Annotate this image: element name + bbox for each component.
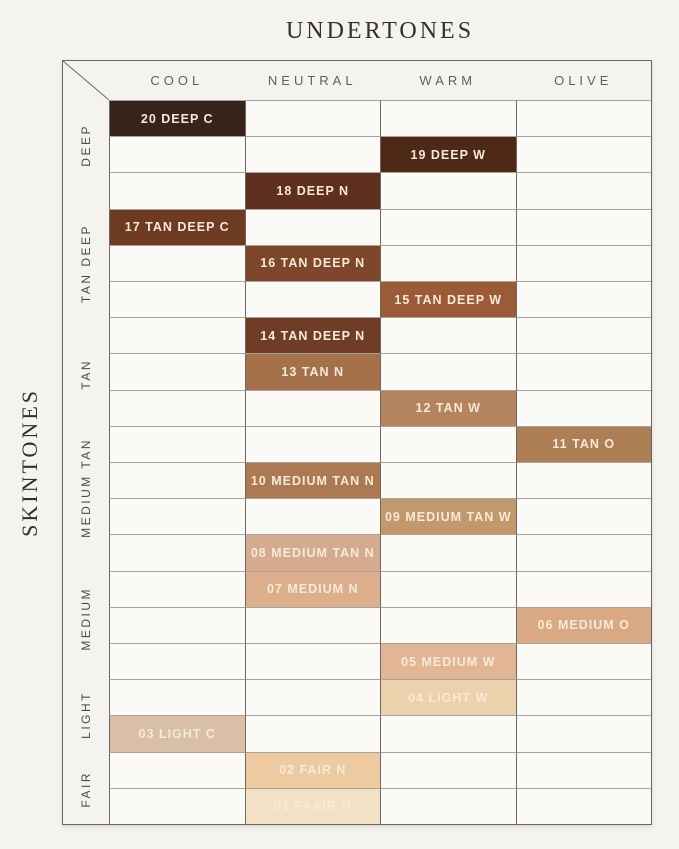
shade-swatch [380, 643, 516, 679]
shade-label: 19 DEEP W [410, 147, 486, 162]
grid-cell [516, 498, 652, 534]
grid-cell [109, 498, 245, 534]
grid-cell [109, 245, 245, 281]
shade-swatch [245, 353, 381, 389]
header-row [109, 61, 651, 100]
shade-label: 16 TAN DEEP N [260, 256, 366, 271]
grid-cell [516, 245, 652, 281]
grid-cell [516, 462, 652, 498]
grid-cell [380, 172, 516, 208]
grid-cell [516, 172, 652, 208]
shade-swatch [380, 498, 516, 534]
shade-swatch [245, 571, 381, 607]
grid-cell [380, 209, 516, 245]
grid-cell [516, 317, 652, 353]
grid-cell [109, 426, 245, 462]
column-header: OLIVE [554, 73, 613, 88]
grid-cell [516, 100, 652, 136]
shade-label: 04 LIGHT W [408, 690, 489, 705]
shade-label: 10 MEDIUM TAN N [250, 473, 375, 488]
shade-label: 15 TAN DEEP W [394, 292, 503, 307]
grid-cell [380, 752, 516, 788]
shade-swatch [380, 281, 516, 317]
shade-swatch [245, 788, 381, 824]
skintone-group [63, 191, 109, 335]
shade-label: 03 LIGHT C [138, 726, 216, 741]
shade-swatch [245, 172, 381, 208]
shade-swatch [245, 462, 381, 498]
skintone-group-label: MEDIUM [79, 586, 93, 651]
grid-cell [109, 462, 245, 498]
column-header: NEUTRAL [267, 73, 357, 88]
side-axis-label: SKINTONES [17, 387, 42, 537]
skintone-group [63, 675, 109, 755]
skintone-group [63, 563, 109, 675]
skintone-group [63, 755, 109, 824]
grid-cell [380, 317, 516, 353]
grid-cell [516, 136, 652, 172]
grid-cell [380, 715, 516, 751]
shade-label: 02 FAIR N [279, 763, 347, 778]
shade-label: 13 TAN N [281, 364, 345, 379]
shade-label: 09 MEDIUM TAN W [384, 509, 512, 524]
grid-cell [109, 571, 245, 607]
grid-cell [380, 607, 516, 643]
grid-cell [516, 752, 652, 788]
grid-cell [380, 462, 516, 498]
shade-swatch [109, 100, 245, 136]
shade-label: 05 MEDIUM W [401, 654, 496, 669]
grid-cell [516, 571, 652, 607]
skintone-group [63, 335, 109, 414]
grid-cell [109, 317, 245, 353]
grid-cell [516, 281, 652, 317]
skintone-group-label: LIGHT [79, 690, 93, 739]
skintone-groups [63, 100, 109, 824]
grid-cell [109, 752, 245, 788]
shade-swatch [380, 679, 516, 715]
shade-label: 11 TAN O [552, 437, 616, 452]
grid-cell [245, 426, 381, 462]
shade-swatch [109, 715, 245, 751]
shade-label: 14 TAN DEEP N [260, 328, 366, 343]
grid-cell [109, 679, 245, 715]
grid-cell [245, 715, 381, 751]
skintone-group-label: MEDIUM TAN [79, 438, 93, 539]
shade-label: 12 TAN W [415, 401, 481, 416]
shade-label: 06 MEDIUM O [537, 618, 630, 633]
skintone-group-label: TAN DEEP [79, 223, 93, 303]
grid-cell [109, 390, 245, 426]
grid-cell [245, 136, 381, 172]
shade-swatch [245, 245, 381, 281]
grid-cell [109, 281, 245, 317]
shade-label: 01 FAAIR N [274, 799, 352, 814]
grid-cell [109, 643, 245, 679]
grid-cell [380, 353, 516, 389]
grid-cell [245, 209, 381, 245]
grid-cell [380, 534, 516, 570]
grid-cell [380, 571, 516, 607]
shade-swatch [245, 317, 381, 353]
grid-cell [109, 136, 245, 172]
grid-cell [516, 353, 652, 389]
grid-cell [516, 679, 652, 715]
column-header: COOL [150, 73, 204, 88]
corner-diagonal-line [63, 61, 109, 100]
skintone-group-label: DEEP [79, 124, 93, 167]
page-title: UNDERTONES [285, 18, 475, 44]
shade-swatch [109, 209, 245, 245]
grid-cell [245, 281, 381, 317]
shade-label: 17 TAN DEEP C [124, 220, 230, 235]
grid-cell [516, 788, 652, 824]
grid-cell [516, 534, 652, 570]
shade-swatch [380, 136, 516, 172]
grid-cell [109, 534, 245, 570]
skintone-group-label: TAN [79, 359, 93, 390]
grid-cell [245, 607, 381, 643]
grid-cell [245, 679, 381, 715]
shade-table [62, 60, 652, 825]
shade-swatch [245, 752, 381, 788]
shade-label: 08 MEDIUM TAN N [250, 545, 375, 560]
grid-cell [109, 172, 245, 208]
grid-cell [516, 715, 652, 751]
shade-swatch [245, 534, 381, 570]
grid-cell [516, 643, 652, 679]
side-axis-label-wrap [2, 99, 58, 825]
grid-cell [109, 788, 245, 824]
shade-swatch [380, 390, 516, 426]
skintone-group [63, 414, 109, 562]
grid-cell [245, 100, 381, 136]
shade-swatch [516, 607, 652, 643]
skintone-group [63, 100, 109, 191]
grid-cell [245, 390, 381, 426]
grid-cell [380, 100, 516, 136]
grid-cell [109, 353, 245, 389]
grid-cell [245, 498, 381, 534]
shade-label: 07 MEDIUM N [266, 582, 359, 597]
shade-label: 20 DEEP C [140, 111, 214, 126]
shade-swatch [516, 426, 652, 462]
shade-label: 18 DEEP N [276, 183, 350, 198]
grid-cell [109, 607, 245, 643]
grid-cell [516, 390, 652, 426]
grid-cell [380, 245, 516, 281]
grid-cell [516, 209, 652, 245]
grid-cell [380, 426, 516, 462]
grid-cell [380, 788, 516, 824]
skintone-group-label: FAIR [79, 771, 93, 808]
shade-grid [109, 100, 651, 824]
grid-cell [245, 643, 381, 679]
column-header: WARM [419, 73, 477, 88]
